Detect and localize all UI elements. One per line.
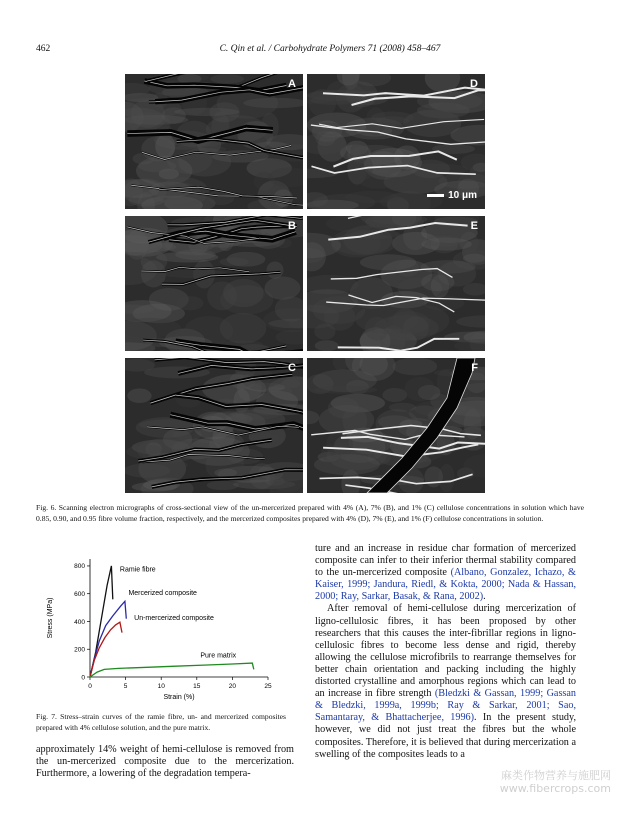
series-line: [90, 663, 254, 677]
figure-7-stress-strain-chart: [40, 555, 290, 705]
y-tick-label: 800: [74, 563, 85, 571]
panel-label: A: [288, 78, 296, 90]
x-tick-label: 10: [157, 683, 165, 690]
micrograph-panel-b: [125, 216, 303, 351]
page-number: 462: [36, 44, 51, 54]
right-paragraph-1: ture and an increase in residue char formation of mercerized composite can infer to their inferior thermal stability compared to the un-mercerized composite (Albano, Gonzalez, Ichazo, & Kaiser, 1999; Jandura, Riedl, & Kokta, 2000; Nada & Hassan, 2000; Ray, Sarkar, Basak, & Rana, 2002).: [315, 543, 576, 603]
watermark: 麻类作物营养与施肥网 www.fibercrops.com: [499, 769, 611, 795]
micrograph-panel-f: [307, 358, 485, 493]
panel-label: D: [470, 78, 478, 90]
series-line: [90, 601, 126, 677]
figure-6-caption: Fig. 6. Scanning electron micrographs of cross-sectional view of the un-mercerized prepared with 4% (A), 7% (B), and 1% (C) cellulose concentrations in solution which have 0.85, 0.90, and 0.95 fibre volume fraction, respectively, and the mercerized composites prepared with 4% (D), 7% (E), and 1% (F) cellulose concentrations in solution.: [36, 503, 584, 523]
running-head: C. Qin et al. / Carbohydrate Polymers 71 (2008) 458–467: [219, 44, 441, 54]
figure-7-caption: Fig. 7. Stress–strain curves of the ramie fibre, un- and mercerized composites prepared with 4% cellulose solution, and the pure matrix.: [36, 712, 286, 732]
micrograph-panel-d: [307, 74, 485, 209]
x-tick-label: 25: [264, 683, 272, 690]
panel-label: F: [471, 362, 478, 374]
y-axis-label: Stress (MPa): [47, 597, 54, 639]
left-column-text: [36, 744, 294, 780]
x-tick-label: 0: [88, 683, 92, 690]
citation-link[interactable]: (Bledzki & Gassan, 1999; Gassan & Bledzki, 1999a, 1999b; Ray & Sarkar, 2001; Sao, Samantaray, & Bhattacherjee, 1996): [315, 688, 576, 724]
y-tick-label: 0: [81, 674, 85, 682]
x-tick-label: 15: [193, 683, 201, 690]
series-label: Ramie fibre: [119, 566, 156, 574]
series-label: Un-mercerized composite: [134, 615, 214, 623]
series-label: Mercerized composite: [128, 590, 197, 598]
micrograph-panel-a: [125, 74, 303, 209]
y-tick-label: 400: [74, 618, 85, 626]
citation-link[interactable]: (Albano, Gonzalez, Ichazo, & Kaiser, 1999; Jandura, Riedl, & Kokta, 2000; Nada & Hassan, 2000; Ray, Sarkar, Basak, & Rana, 2002): [315, 567, 576, 603]
panel-label: C: [288, 362, 296, 374]
right-paragraph-2: After removal of hemi-cellulose during mercerization of ligno-cellulosic fibres, it has been proposed by other researchers that this causes the inter-fibrillar regions in ligno-cellulosic fibres to become less dense and rigid, thereby allowing the cellulose microfibrils to rearrange themselves for better chain orientation and packing including the highly distorted crystalline and amorphous regions which can lead to an increase in fibre strength (Bledzki & Gassan, 1999; Gassan & Bledzki, 1999a, 1999b; Ray & Sarkar, 2001; Sao, Samantaray, & Bhattacherjee, 1996). In the present study, however, we did not just treat the fibres but the whole composites. Therefore, it is believed that during mercerization a swelling of the composites leads to a: [315, 603, 576, 760]
x-tick-label: 20: [228, 683, 237, 690]
y-tick-label: 200: [74, 646, 85, 654]
y-tick-label: 600: [74, 591, 85, 599]
right-column-text: [315, 543, 576, 761]
panel-label: B: [288, 220, 296, 232]
x-axis-label: Strain (%): [163, 694, 195, 701]
x-tick-label: 5: [123, 683, 128, 690]
panel-label: E: [470, 220, 478, 232]
scale-bar: 10 μm: [427, 190, 477, 201]
micrograph-panel-c: [125, 358, 303, 493]
series-label: Pure matrix: [200, 652, 237, 660]
micrograph-panel-e: [307, 216, 485, 351]
left-paragraph: approximately 14% weight of hemi-cellulose is removed from the un-mercerized composite due to the mercerization. Furthermore, a lowering of the degradation tempera-: [36, 744, 294, 780]
